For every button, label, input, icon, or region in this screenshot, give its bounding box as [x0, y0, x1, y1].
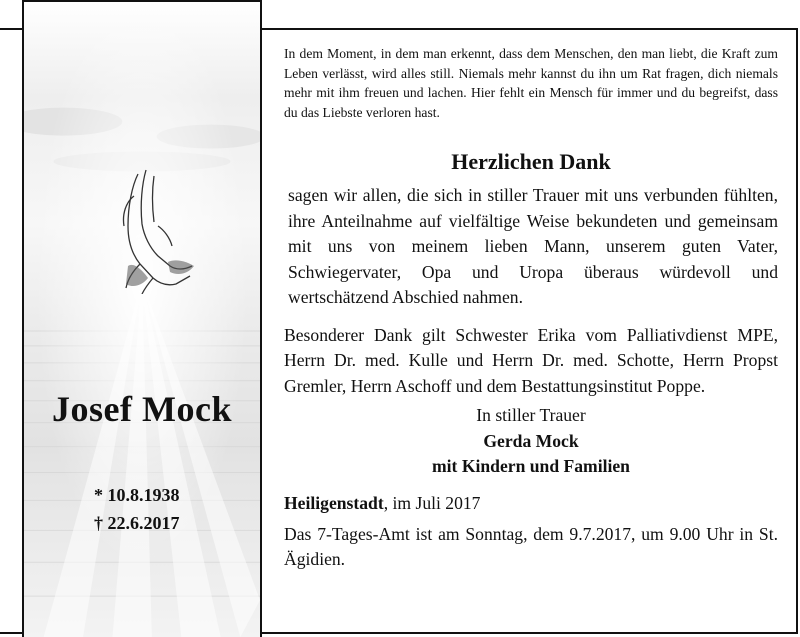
deceased-name: Josef Mock [52, 389, 232, 429]
mourner-primary: Gerda Mock [483, 431, 579, 451]
thanks-heading: Herzlichen Dank [451, 149, 611, 174]
mourning-label: In stiller Trauer [476, 405, 586, 425]
special-thanks-paragraph: Besonderer Dank gilt Schwester Erika vom Palliativdienst MPE, Herrn Dr. med. Kulle und Herrn Dr. med. Schotte, Herrn Propst Gremler, Herrn Aschoff und dem Bestattungsinstitut Poppe. [284, 324, 778, 396]
service-note: Das 7-Tages-Amt ist am Sonntag, dem 9.7.2017, um 9.00 Uhr in St. Ägidien. [284, 524, 778, 569]
mourner-family: mit Kindern und Familien [432, 456, 630, 476]
place-city: Heiligenstadt [284, 493, 384, 513]
place-date [284, 493, 778, 514]
birth-date: * 10.8.1938 [94, 485, 180, 505]
notice-text [284, 44, 778, 572]
sky-sea-background [24, 2, 260, 637]
mourners [284, 429, 778, 479]
memorial-panel [22, 0, 262, 637]
opening-quote: In dem Moment, in dem man erkennt, dass dem Menschen, den man liebt, die Kraft zum Leben verlässt, wird alles still. Niemals mehr kannst du ihn um Rat fragen, dich niemals mehr mit ihm freuen und lachen. Hier fehlt ein Mensch für immer und du begreifst, dass du das Liebste verloren hast. [284, 46, 778, 120]
thanks-paragraph: sagen wir allen, die sich in stiller Trauer mit uns verbunden fühlten, ihre Anteilnahme auf vielfältige Weise bekundeten und gemeinsam mit uns von meinem lieben Mann, unserem guten Vater, Schwiegervater, Opa und Uropa überaus würdevoll und wertschätzend Abschied nahmen. [288, 185, 778, 307]
praying-hands-icon [98, 166, 198, 294]
death-date: † 22.6.2017 [94, 513, 180, 533]
place-date-text: , im Juli 2017 [383, 493, 481, 513]
